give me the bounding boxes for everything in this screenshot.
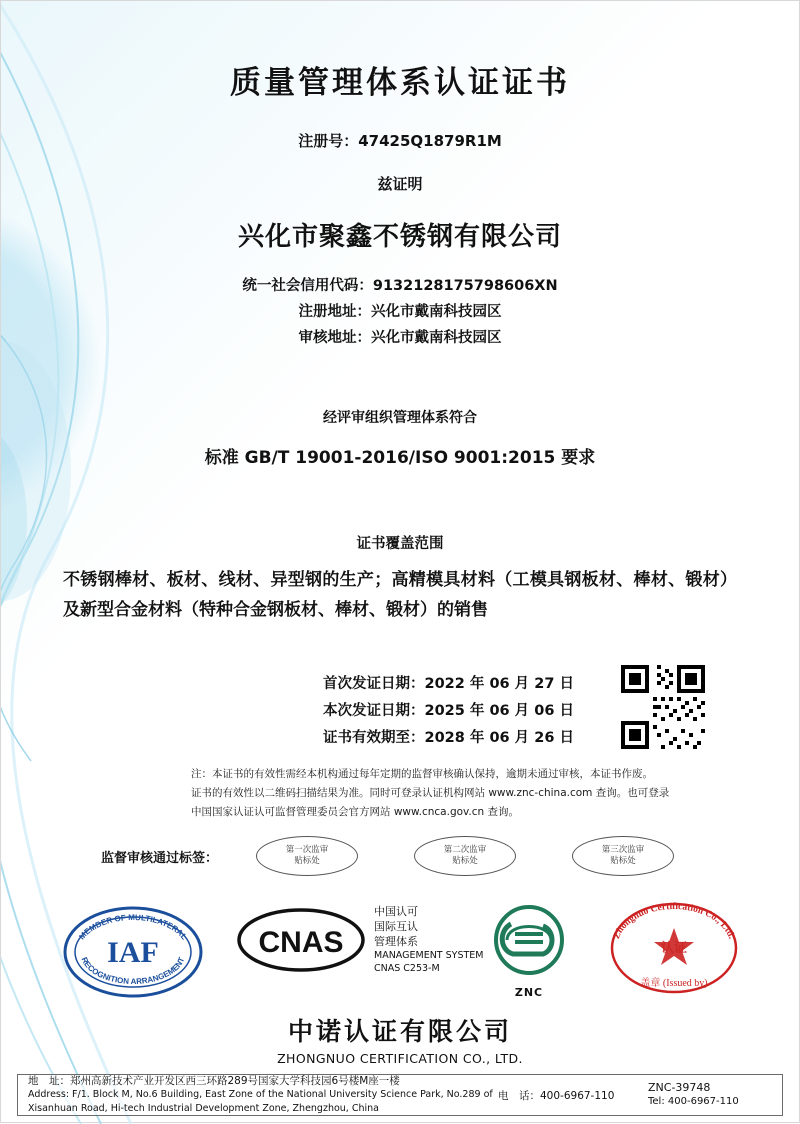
date-label-first: 首次发证日期： xyxy=(323,676,425,692)
znc-logo xyxy=(481,904,577,999)
registration-number: 47425Q1879R1M xyxy=(358,132,502,150)
registration-label: 注册号： xyxy=(298,132,359,150)
conformity-line: 经评审组织管理体系符合 xyxy=(323,410,477,426)
surveillance-stickers xyxy=(256,836,674,876)
cnas-text-block xyxy=(374,904,484,975)
iaf-top-text: MEMBER OF MULTILATERAL xyxy=(77,912,189,942)
credit-code-line: 统一社会信用代码：9132128175798606XN xyxy=(242,278,558,294)
cnas-mark-text: CNAS xyxy=(258,925,344,959)
footer-address-en: Address: F/1. Block M, No.6 Building, East Zone of the National University Science Park, No.289 of Xisanhuan Road, Hi-tech Industrial Development Zone, Zhengzhou, China xyxy=(28,1089,493,1114)
date-row-expiry xyxy=(323,725,574,752)
notes-block xyxy=(41,765,759,822)
qr-code[interactable] xyxy=(621,665,705,749)
company-name: 兴化市聚鑫不锈钢有限公司 xyxy=(237,222,562,252)
company-seal xyxy=(599,898,749,1006)
cnas-line-2: 国际互认 xyxy=(374,920,418,933)
scope-body: 不锈钢棒材、板材、线材、异型钢的生产；高精模具材料（工模具钢板材、棒材、锻材）及新型合金材料（特种合金钢板材、棒材、锻材）的销售 xyxy=(63,570,737,620)
surveillance-sticker-1[interactable] xyxy=(256,836,358,876)
svg-text:认证: 认证 xyxy=(660,941,688,956)
date-label-expiry: 证书有效期至： xyxy=(323,730,425,746)
date-row-first xyxy=(323,671,574,698)
znc-label: ZNC xyxy=(514,986,544,999)
logo-row xyxy=(41,898,759,1006)
surveillance-label: 监督审核通过标签： xyxy=(101,851,219,866)
surveillance-sticker-3[interactable] xyxy=(572,836,674,876)
scope-title: 证书覆盖范围 xyxy=(356,536,444,552)
iaf-center-text: IAF xyxy=(107,936,159,969)
sticker-1-line2: 贴标处 xyxy=(294,856,320,866)
footer-bar xyxy=(17,1074,783,1116)
footer-doc-code: ZNC-39748 xyxy=(648,1081,711,1094)
sticker-3-line2: 贴标处 xyxy=(610,856,636,866)
date-value-expiry: 2028 年 06 月 26 日 xyxy=(424,730,574,746)
hereby-text: 兹证明 xyxy=(377,175,423,193)
audited-address-line: 审核地址：兴化市戴南科技园区 xyxy=(298,330,502,346)
page-title: 质量管理体系认证证书 xyxy=(230,65,570,101)
note-line-1: 注：本证书的有效性需经本机构通过每年定期的监督审核确认保持，逾期未通过审核，本证书作废。 xyxy=(191,768,653,780)
note-line-2: 证书的有效性以二维码扫描结果为准。同时可登录认证机构网站 www.znc-china.com 查询。也可登录 xyxy=(191,787,670,799)
cnas-logo xyxy=(236,904,484,975)
date-value-current: 2025 年 06 月 06 日 xyxy=(424,703,574,719)
issuer-name-cn: 中诺认证有限公司 xyxy=(287,1017,512,1046)
footer-address-cn: 地 址：郑州高新技术产业开发区西三环路289号国家大学科技园6号楼M座一楼 xyxy=(28,1075,400,1087)
sticker-1-line1: 第一次监审 xyxy=(285,845,329,855)
cnas-code: CNAS C253-M xyxy=(374,963,440,974)
footer-tel-cn: 电 话：400-6967-110 xyxy=(498,1089,615,1102)
note-line-3: 中国国家认证认可监督管理委员会官方网站 www.cnca.gov.cn 查询。 xyxy=(191,806,520,818)
issuer-name-en: ZHONGNUO CERTIFICATION CO., LTD. xyxy=(277,1051,523,1066)
registered-address-line: 注册地址：兴化市戴南科技园区 xyxy=(298,304,502,320)
registration-line xyxy=(41,130,759,151)
date-value-first: 2022 年 06 月 27 日 xyxy=(424,676,574,692)
sticker-3-line1: 第三次监审 xyxy=(601,845,645,855)
sticker-2-line1: 第二次监审 xyxy=(443,845,487,855)
surveillance-row xyxy=(41,836,759,878)
issuer-block xyxy=(41,1012,759,1066)
date-label-current: 本次发证日期： xyxy=(323,703,425,719)
date-row-current xyxy=(323,698,574,725)
iaf-bottom-text: RECOGNITION ARRANGEMENT xyxy=(79,955,187,987)
seal-top-text: Zhongnuo Certification Co., Ltd. xyxy=(611,901,737,941)
seal-bottom-text: 盖章 (Issued by) xyxy=(640,978,708,989)
dates-block xyxy=(323,671,574,752)
standard-line: 标准 GB/T 19001-2016/ISO 9001:2015 要求 xyxy=(204,448,596,468)
footer-tel-en: Tel: 400-6967-110 xyxy=(648,1096,739,1107)
cnas-sub: MANAGEMENT SYSTEM xyxy=(374,950,484,961)
footer-address xyxy=(18,1074,498,1116)
cnas-line-3: 管理体系 xyxy=(374,935,418,948)
company-details xyxy=(41,273,759,351)
iaf-logo xyxy=(63,904,203,1004)
dates-and-qr xyxy=(41,671,759,763)
cnas-line-1: 中国认可 xyxy=(374,905,418,918)
footer-code-block xyxy=(648,1081,782,1109)
surveillance-sticker-2[interactable] xyxy=(414,836,516,876)
sticker-2-line2: 贴标处 xyxy=(452,856,478,866)
